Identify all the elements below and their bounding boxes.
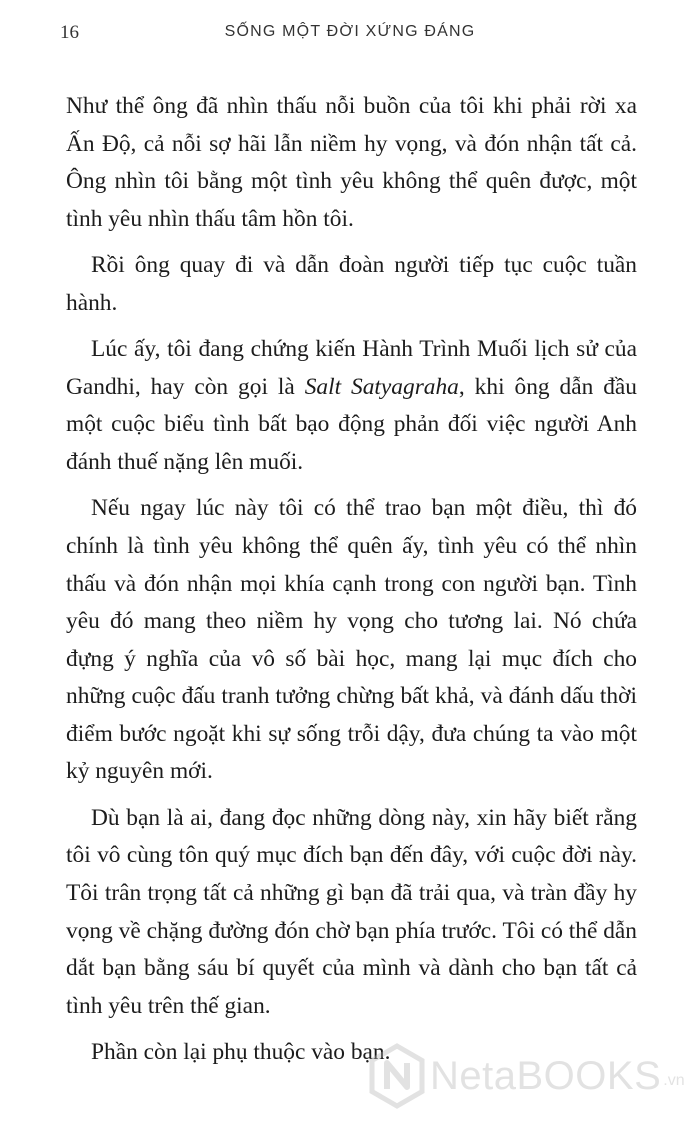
page-body (66, 88, 637, 1081)
paragraph-4: Nếu ngay lúc này tôi có thể trao bạn một điều, thì đó chính là tình yêu không thể quên ấy, tình yêu có thể nhìn thấu và đón nhận mọi khía cạnh trong con người bạn. Tình yêu đó mang theo niềm hy vọng cho tương lai. Nó chứa đựng ý nghĩa của vô số bài học, mang lại mục đích cho những cuộc đấu tranh tưởng chừng bất khả, và đánh dấu thời điểm bước ngoặt khi sự sống trỗi dậy, đưa chúng ta vào một kỷ nguyên mới. (66, 495, 637, 785)
paragraph-2: Rồi ông quay đi và dẫn đoàn người tiếp tục cuộc tuần hành. (66, 252, 637, 316)
netabooks-logo-icon (368, 1043, 426, 1109)
paragraph-5: Dù bạn là ai, đang đọc những dòng này, xin hãy biết rằng tôi vô cùng tôn quý mục đích bạn đến đây, với cuộc đời này. Tôi trân trọng tất cả những gì bạn đã trải qua, và tràn đầy hy vọng về chặng đường đón chờ bạn phía trước. Tôi có thể dẫn dắt bạn bằng sáu bí quyết của mình và dành cho bạn tất cả tình yêu trên thế gian. (66, 804, 637, 1019)
paragraph-1: Như thể ông đã nhìn thấu nỗi buồn của tôi khi phải rời xa Ấn Độ, cả nỗi sợ hãi lẫn niềm hy vọng, và đón nhận tất cả. Ông nhìn tôi bằng một tình yêu không thể quên được, một tình yêu nhìn thấu tâm hồn tôi. (66, 93, 637, 232)
paragraph-3 (66, 331, 637, 481)
watermark-tld: .vn (663, 1072, 685, 1089)
page-number: 16 (60, 22, 79, 43)
watermark-brand: NetaBOOKS (430, 1054, 662, 1098)
watermark (368, 1036, 688, 1116)
paragraph-3-text-before: Lúc ấy, tôi đang chứng kiến Hành Trình Muối lịch sử của Gandhi, hay còn gọi là (66, 336, 637, 400)
italic-term: Salt Satyagraha (304, 373, 459, 400)
paragraph-3-text-after: , khi ông dẫn đầu một cuộc biểu tình bất bạo động phản đối việc người Anh đánh thuế nặng lên muối. (66, 373, 637, 475)
running-title: SỐNG MỘT ĐỜI XỨNG ĐÁNG (224, 23, 476, 40)
paragraph-6: Phần còn lại phụ thuộc vào bạn. (91, 1039, 391, 1066)
page-header (60, 22, 640, 46)
